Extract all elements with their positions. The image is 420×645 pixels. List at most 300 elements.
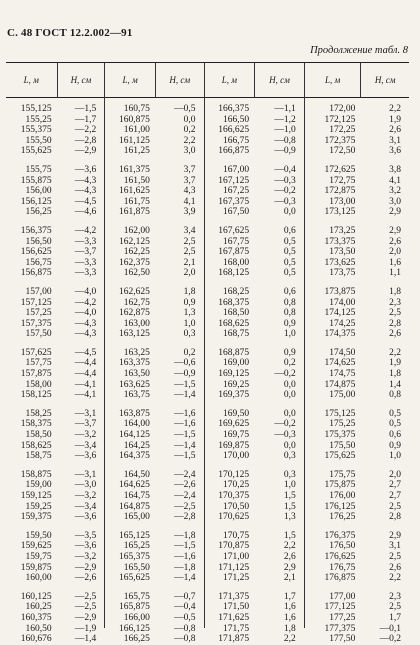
height-value: 2,1 [183,257,196,268]
height-value: 3,4 [183,225,196,236]
length-value: 173,75 [329,268,356,279]
length-value: 161,125 [119,135,150,146]
height-value: —0,2 [274,186,296,197]
length-value: 174,125 [324,308,356,319]
height-value: —2,5 [174,501,196,512]
height-value: —1,9 [74,623,97,634]
height-value: —1,4 [74,634,97,645]
height-value: —3,1 [74,408,97,419]
height-value: 1,6 [283,612,296,623]
row-group [6,592,58,645]
length-value: 163,75 [123,390,150,401]
row-group [255,531,304,584]
height-value: —1,4 [174,390,196,401]
length-value: 156,00 [25,186,52,197]
length-value: 158,50 [25,430,52,441]
height-value: 2,0 [389,247,402,258]
length-value: 177,125 [324,602,356,613]
height-value: —4,6 [74,207,97,218]
row-group [361,165,409,218]
height-value: —0,8 [174,634,196,645]
length-value: 165,75 [123,591,150,602]
height-value: —0,1 [379,623,402,634]
length-value: 160,375 [20,612,52,623]
length-value: 166,50 [223,114,250,125]
height-value: —2,4 [174,469,196,480]
height-value: —1,6 [174,419,196,430]
height-value: —4,4 [74,369,97,380]
length-value: 159,625 [20,541,52,552]
length-value: 163,25 [123,347,150,358]
row-group [6,348,58,401]
length-value: 173,25 [329,225,356,236]
length-value: 157,125 [20,297,52,308]
height-value: —0,3 [274,175,296,186]
height-value: —0,3 [274,196,296,207]
length-value: 168,00 [223,257,250,268]
height-value: —1,5 [174,541,196,552]
height-value: 0,5 [389,408,402,419]
height-value: 3,7 [183,164,196,175]
row-group [205,104,256,157]
length-value: 170,00 [223,451,250,462]
height-value: 3,1 [389,135,402,146]
column-header-height: H, см [361,63,409,98]
row-group [361,104,409,157]
length-value: 156,875 [20,268,52,279]
height-value: —1,8 [174,562,196,573]
length-value: 158,625 [20,440,52,451]
length-value: 166,25 [123,634,150,645]
row-group [58,165,105,218]
height-value: 0,0 [283,379,296,390]
height-value: 3,0 [183,146,196,157]
length-value: 173,00 [329,196,356,207]
height-value: 2,7 [389,491,402,501]
row-group [205,409,256,462]
row-group [105,348,156,401]
height-value: 0,6 [283,286,296,297]
height-value: —0,9 [174,369,196,380]
height-value: 1,9 [389,114,402,125]
height-value: 2,1 [283,573,296,584]
length-value: 163,125 [119,329,150,340]
column-header-length: L, м [205,63,256,98]
length-value: 166,625 [218,125,250,136]
length-value: 159,00 [25,480,52,491]
row-group [255,287,304,340]
length-value: 162,50 [123,268,150,279]
height-value: 2,6 [389,125,402,136]
table-continuation-label: Продолжение табл. 8 [310,45,408,56]
height-value: —2,8 [74,135,97,146]
length-value: 157,25 [25,308,52,319]
height-value: —3,1 [74,469,97,480]
row-group [156,287,204,340]
row-group [205,165,256,218]
height-value: —3,7 [74,419,97,430]
height-value: —2,6 [174,480,196,491]
length-value: 175,125 [324,408,356,419]
length-value: 166,00 [123,612,150,623]
row-group [58,470,105,523]
height-value: 2,3 [389,591,402,602]
height-value: —3,4 [74,440,97,451]
length-value: 169,50 [223,408,250,419]
height-value: —0,3 [274,430,296,441]
height-value: —1,6 [174,551,196,562]
row-group [6,226,58,279]
length-value: 156,75 [25,257,52,268]
page-header: С. 48 ГОСТ 12.2.002—91 [7,27,133,39]
column-length-4 [305,63,362,645]
length-value: 177,25 [329,612,356,623]
height-value: —3,6 [74,164,97,175]
height-value: —4,2 [74,225,97,236]
length-value: 176,125 [324,501,356,512]
length-value: 171,375 [218,591,250,602]
row-group [105,531,156,584]
length-value: 160,875 [119,114,150,125]
length-value: 172,375 [324,135,356,146]
length-value: 171,75 [223,623,250,634]
length-value: 155,25 [25,114,52,125]
row-group [58,592,105,645]
height-value: —3,6 [74,541,97,552]
height-value: 0,2 [183,347,196,358]
row-group [255,226,304,279]
height-value: —0,4 [174,602,196,613]
length-value: 161,75 [123,196,150,207]
row-group [105,470,156,523]
length-value: 158,75 [25,451,52,462]
row-group [6,531,58,584]
length-value: 156,625 [20,247,52,258]
height-value: 2,5 [389,308,402,319]
height-value: 4,3 [183,186,196,197]
length-value: 168,50 [223,308,250,319]
height-value: —4,1 [74,390,97,401]
height-value: 0,5 [283,257,296,268]
length-value: 174,375 [324,329,356,340]
height-value: —3,4 [74,501,97,512]
length-value: 155,75 [25,164,52,175]
length-value: 160,25 [25,602,52,613]
length-value: 167,75 [223,236,250,247]
height-value: 1,6 [283,602,296,613]
height-value: 2,8 [389,512,402,523]
length-value: 161,00 [123,125,150,136]
length-value: 171,00 [223,551,250,562]
length-value: 167,25 [223,186,250,197]
length-value: 155,625 [20,146,52,157]
row-group [361,592,409,645]
height-value: —3,6 [74,512,97,523]
row-group [205,531,256,584]
length-value: 175,75 [329,469,356,480]
length-value: 167,125 [218,175,250,186]
length-value: 164,375 [119,451,150,462]
length-value: 175,25 [329,419,356,430]
length-value: 172,875 [324,186,356,197]
length-value: 164,625 [119,480,150,491]
height-value: 1,5 [283,491,296,501]
height-value: 1,0 [183,318,196,329]
length-value: 157,875 [20,369,52,380]
height-value: 2,3 [389,297,402,308]
row-group [156,409,204,462]
length-value: 173,50 [329,247,356,258]
height-value: —2,8 [174,512,196,523]
length-value: 175,375 [324,430,356,441]
height-value: —2,5 [74,602,97,613]
column-header-length: L, м [305,63,362,98]
height-value: 0,9 [283,347,296,358]
length-value: 172,625 [324,164,356,175]
length-value: 177,375 [324,623,356,634]
row-group [6,104,58,157]
height-value: —2,6 [74,573,97,584]
height-value: —1,6 [174,408,196,419]
height-value: 2,5 [389,501,402,512]
column-length-2 [105,63,156,645]
length-value: 176,875 [324,573,356,584]
length-value: 159,375 [20,512,52,523]
row-group [305,348,362,401]
length-value: 161,375 [119,164,150,175]
row-group [361,531,409,584]
row-group [205,287,256,340]
height-value: —1,5 [174,430,196,441]
length-value: 158,25 [25,408,52,419]
length-value: 156,125 [20,196,52,207]
height-value: —4,0 [74,286,97,297]
length-value: 172,50 [329,146,356,157]
length-value: 160,676 [20,634,52,645]
row-group [361,470,409,523]
row-group [6,409,58,462]
length-value: 160,75 [123,104,150,114]
column-height-1 [58,63,106,645]
length-value: 174,625 [324,358,356,369]
height-value: 0,0 [283,390,296,401]
length-value: 162,625 [119,286,150,297]
length-value: 155,125 [20,104,52,114]
height-value: 2,2 [183,135,196,146]
length-value: 176,50 [329,541,356,552]
column-header-height: H, см [156,63,204,98]
height-value: —0,6 [174,358,196,369]
height-value: 2,6 [389,329,402,340]
height-value: 1,7 [389,612,402,623]
length-value: 165,125 [119,530,150,541]
height-value: 2,9 [389,207,402,218]
height-value: —3,6 [74,451,97,462]
length-value: 156,25 [25,207,52,218]
height-value: 0,2 [183,125,196,136]
length-value: 166,875 [218,146,250,157]
height-value: 1,1 [389,268,402,279]
length-value: 163,50 [123,369,150,380]
row-group [255,470,304,523]
row-group [305,409,362,462]
row-group [58,104,105,157]
length-value: 174,50 [329,347,356,358]
height-value: 0,2 [283,358,296,369]
height-value: 3,6 [389,146,402,157]
length-value: 164,50 [123,469,150,480]
length-value: 173,625 [324,257,356,268]
row-group [255,104,304,157]
height-value: —4,0 [74,308,97,319]
length-value: 170,50 [223,501,250,512]
length-value: 159,875 [20,562,52,573]
height-value: 2,6 [283,551,296,562]
length-value: 167,00 [223,164,250,175]
length-value: 168,375 [218,297,250,308]
length-value: 170,75 [223,530,250,541]
row-group [156,592,204,645]
length-value: 167,50 [223,207,250,218]
length-value: 165,25 [123,541,150,552]
row-group [156,470,204,523]
row-group [205,470,256,523]
height-value: 2,7 [389,480,402,491]
length-value: 158,875 [20,469,52,480]
height-value: 2,2 [283,541,296,552]
height-value: 2,2 [283,634,296,645]
column-height-4 [361,63,409,645]
length-value: 157,625 [20,347,52,358]
length-value: 166,75 [223,135,250,146]
height-value: 0,5 [283,268,296,279]
length-value: 167,875 [218,247,250,258]
length-value: 170,625 [218,512,250,523]
row-group [205,348,256,401]
length-value: 159,50 [25,530,52,541]
height-value: 3,1 [389,541,402,552]
row-group [58,409,105,462]
height-value: 1,3 [283,512,296,523]
length-value: 173,375 [324,236,356,247]
row-group [58,348,105,401]
row-group [58,287,105,340]
length-value: 176,00 [329,491,356,501]
height-value: 0,5 [283,247,296,258]
row-group [156,348,204,401]
data-table [6,62,409,645]
length-value: 159,75 [25,551,52,562]
length-value: 161,625 [119,186,150,197]
length-value: 164,75 [123,491,150,501]
row-group [305,470,362,523]
height-value: —1,4 [174,440,196,451]
length-value: 169,375 [218,390,250,401]
height-value: —0,5 [174,612,196,623]
length-value: 168,875 [218,347,250,358]
row-group [105,592,156,645]
length-value: 158,00 [25,379,52,390]
height-value: 0,0 [283,440,296,451]
height-value: 3,9 [183,207,196,218]
row-group [255,165,304,218]
height-value: 0,9 [183,297,196,308]
length-value: 155,875 [20,175,52,186]
length-value: 160,00 [25,573,52,584]
height-value: —0,4 [274,164,296,175]
row-group [6,287,58,340]
length-value: 166,125 [119,623,150,634]
row-group [105,226,156,279]
length-value: 176,75 [329,562,356,573]
row-group [205,592,256,645]
height-value: 3,7 [183,175,196,186]
length-value: 176,25 [329,512,356,523]
length-value: 157,375 [20,318,52,329]
row-group [361,287,409,340]
length-value: 155,50 [25,135,52,146]
length-value: 162,375 [119,257,150,268]
length-value: 162,75 [123,297,150,308]
row-group [205,226,256,279]
height-value: 2,6 [389,236,402,247]
height-value: 1,5 [283,530,296,541]
height-value: —3,3 [74,236,97,247]
column-header-height: H, см [255,63,304,98]
height-value: —0,8 [274,135,296,146]
length-value: 169,75 [223,430,250,441]
height-value: 4,1 [389,175,402,186]
height-value: —0,8 [174,623,196,634]
length-value: 169,125 [218,369,250,380]
height-value: 3,2 [389,186,402,197]
length-value: 168,125 [218,268,250,279]
height-value: 0,3 [183,329,196,340]
height-value: 1,5 [283,501,296,512]
height-value: 2,8 [389,318,402,329]
height-value: —1,4 [174,573,196,584]
height-value: —1,2 [274,114,296,125]
length-value: 165,375 [119,551,150,562]
height-value: 3,8 [389,164,402,175]
height-value: —4,2 [74,297,97,308]
length-value: 164,00 [123,419,150,430]
height-value: —3,2 [74,551,97,562]
length-value: 165,50 [123,562,150,573]
row-group [58,531,105,584]
height-value: —0,7 [174,591,196,602]
length-value: 161,875 [119,207,150,218]
length-value: 172,75 [329,175,356,186]
length-value: 170,125 [218,469,250,480]
height-value: —4,1 [74,379,97,390]
length-value: 167,375 [218,196,250,207]
length-value: 163,00 [123,318,150,329]
height-value: 1,8 [389,369,402,380]
row-group [105,104,156,157]
length-value: 172,125 [324,114,356,125]
row-group [6,470,58,523]
row-group [255,409,304,462]
length-value: 158,375 [20,419,52,430]
height-value: —2,9 [74,562,97,573]
length-value: 173,875 [324,286,356,297]
height-value: 0,8 [283,308,296,319]
height-value: —0,2 [274,419,296,430]
height-value: —3,2 [74,491,97,501]
height-value: 2,0 [389,469,402,480]
row-group [255,592,304,645]
